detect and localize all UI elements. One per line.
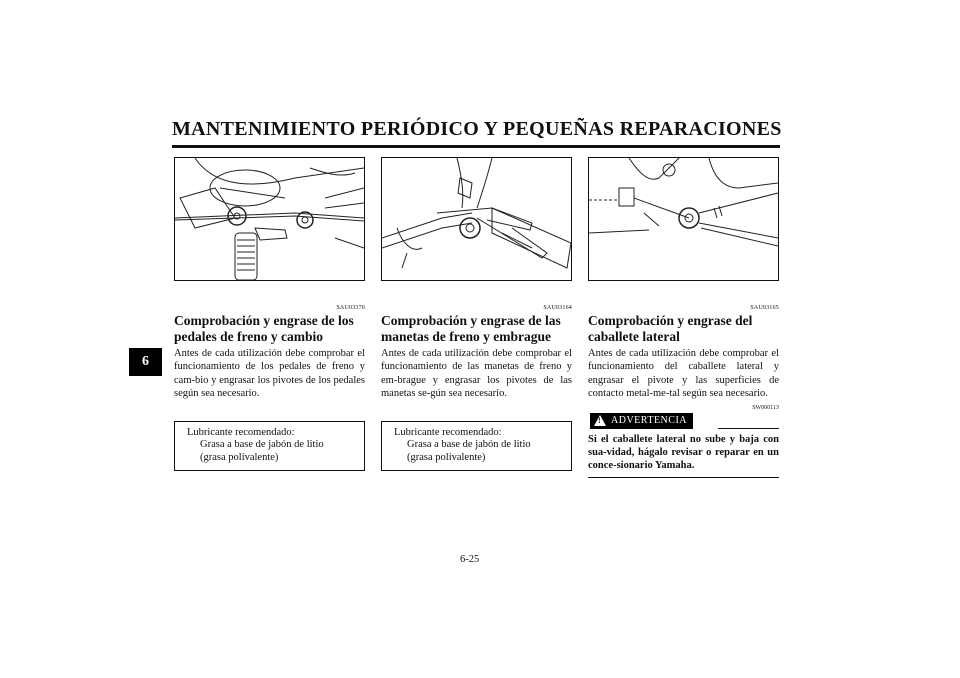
section-code: SAU03165 bbox=[750, 305, 779, 311]
warning-text: Si el caballete lateral no sube y baja con sua-vidad, hágalo revisar o reparar en un conce-sionario Yamaha. bbox=[588, 433, 779, 478]
section-heading: Comprobación y engrase del caballete lateral bbox=[588, 313, 753, 344]
section-body: Antes de cada utilización debe comprobar el funcionamiento del caballete lateral y engrasar el pivote y las superficies de contacto metal-me-tal según sea necesario. bbox=[588, 348, 779, 400]
warning-badge bbox=[590, 413, 693, 429]
page-title: MANTENIMIENTO PERIÓDICO Y PEQUEÑAS REPARACIONES bbox=[172, 118, 782, 140]
chapter-tab: 6 bbox=[129, 348, 162, 376]
pedal-illustration bbox=[174, 157, 365, 281]
section-sidestand bbox=[588, 157, 779, 478]
warning-label: ADVERTENCIA bbox=[611, 415, 688, 427]
lubricant-line: (grasa polivalente) bbox=[200, 451, 279, 463]
section-code: SAU03370 bbox=[336, 305, 365, 311]
lubricant-label: Lubricante recomendado: bbox=[394, 426, 502, 438]
section-heading: Comprobación y engrase de las manetas de freno y embrague bbox=[381, 313, 561, 344]
warning-header bbox=[588, 413, 779, 433]
lever-illustration bbox=[381, 157, 572, 281]
lubricant-label: Lubricante recomendado: bbox=[187, 426, 295, 438]
lubricant-box bbox=[174, 421, 365, 471]
section-heading: Comprobación y engrase de los pedales de freno y cambio bbox=[174, 313, 354, 344]
warning-icon bbox=[594, 415, 606, 426]
section-pedals bbox=[174, 157, 365, 471]
lubricant-line: Grasa a base de jabón de litio bbox=[200, 439, 324, 451]
sidestand-illustration bbox=[588, 157, 779, 281]
lubricant-line: Grasa a base de jabón de litio bbox=[407, 439, 531, 451]
warning-code: SW000113 bbox=[752, 404, 779, 411]
lubricant-box bbox=[381, 421, 572, 471]
page-number: 6-25 bbox=[460, 554, 480, 565]
warning-rule bbox=[718, 428, 779, 429]
title-rule bbox=[172, 145, 780, 148]
lubricant-line: (grasa polivalente) bbox=[407, 451, 486, 463]
section-code: SAU03164 bbox=[543, 305, 572, 311]
section-levers bbox=[381, 157, 572, 471]
section-body: Antes de cada utilización debe comprobar el funcionamiento de las manetas de freno y em-brague y engrasar los pivotes de las manetas se-gún sea necesario. bbox=[381, 348, 572, 400]
section-body: Antes de cada utilización debe comprobar el funcionamiento de los pedales de freno y cam-bio y engrasar los pivotes de los pedales según sea necesario. bbox=[174, 348, 365, 400]
